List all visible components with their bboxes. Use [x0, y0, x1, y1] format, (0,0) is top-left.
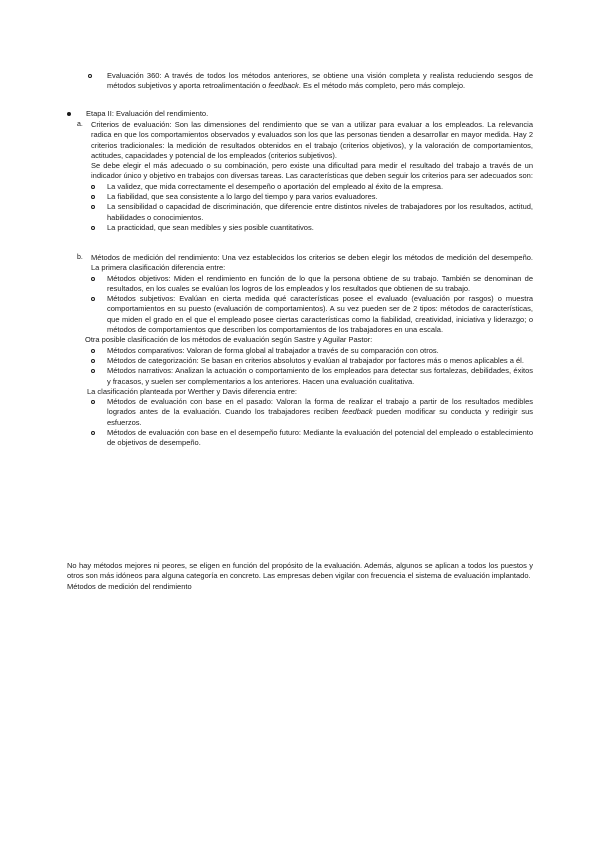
- metodo-narrativos: Métodos narrativos: Analizan la actuación o comportamiento de los empleados para detectar sus fortalezas, debilidades, éxitos y fracasos, y suelen ser complementarios a los anteriores. Hacen una evaluación cualitativa.: [107, 366, 533, 386]
- list-item: [91, 274, 533, 295]
- criterios-section: [77, 120, 533, 233]
- circle-bullet-icon: [91, 400, 95, 404]
- circle-bullet-icon: [91, 195, 95, 199]
- metodos-list-2: [91, 346, 533, 387]
- section-heading: Métodos de medición del rendimiento: [67, 581, 192, 591]
- metodos-paragraph-3: La clasificación planteada por Werther y Davis diferencia entre:: [87, 386, 297, 396]
- criterio-sensibilidad: La sensibilidad o capacidad de discriminación, que diferencie entre distintos niveles de trabajadores por los resultados, actitud, habilidades o conocimientos.: [107, 202, 533, 222]
- circle-bullet-icon: [91, 349, 95, 353]
- list-item: [91, 223, 533, 233]
- list-item: [91, 356, 533, 366]
- metodos-list-3: [91, 397, 533, 448]
- metodos-section: [77, 253, 533, 449]
- list-marker-b: b.: [77, 254, 83, 261]
- list-item: [91, 346, 533, 356]
- circle-bullet-icon: [88, 74, 92, 78]
- metodo-futuro: Métodos de evaluación con base en el desempeño futuro: Mediante la evaluación del potencial del empleado o establecimiento de objetivos de desempeño.: [107, 428, 533, 448]
- criterios-list: [91, 182, 533, 233]
- circle-bullet-icon: [91, 226, 95, 230]
- circle-bullet-icon: [91, 359, 95, 363]
- eval360-text: A través de todos los métodos anteriores, se obtiene una visión completa y realista reduciendo sesgos de métodos subjetivos y aporta retroalimentación o: [107, 71, 534, 91]
- metodo-categorizacion: Métodos de categorización: Se basan en criterios absolutos y evalúan al trabajador por factores más o menos aplicables a él.: [107, 355, 524, 365]
- list-item: [91, 428, 533, 449]
- eval360-paragraph: [107, 71, 533, 92]
- list-item: [91, 202, 533, 223]
- feedback-term: feedback: [342, 407, 373, 417]
- circle-bullet-icon: [91, 205, 95, 209]
- stage2-heading: Etapa II: Evaluación del rendimiento.: [86, 109, 209, 118]
- criterios-paragraph-1: Criterios de evaluación: Son las dimensiones del rendimiento que se van a utilizar para evaluar a los empleados. La relevancia radica en que los comportamientos observados y evaluados son los que las personas tienden a desarrollar en mayor medida. Hay 2 criterios tradicionales: la medición de resultados obtenidos en el trabajo (criterios objetivos), y la valoración de comportamientos, actitudes, capacidades y potencial de los empleados (criterios subjetivos).: [91, 120, 533, 160]
- closing-section: [67, 561, 533, 592]
- circle-bullet-icon: [91, 369, 95, 373]
- closing-paragraph: No hay métodos mejores ni peores, se eligen en función del propósito de la evaluación. Además, algunos se aplican a todos los puestos y otros son más idóneos para alguna categoría en concreto. Las empresas deben vigilar con frecuencia el sistema de evaluación implantado.: [67, 561, 533, 581]
- circle-bullet-icon: [91, 431, 95, 435]
- list-item: [91, 294, 533, 335]
- feedback-term: feedback: [268, 81, 299, 91]
- list-item: [91, 182, 533, 192]
- eval360-text-end: . Es el método más completo, pero más complejo.: [298, 81, 466, 91]
- bullet-dot-icon: [67, 112, 71, 116]
- metodos-paragraph-1: Métodos de medición del rendimiento: Una vez establecidos los criterios se deben elegir los métodos de medición del desempeño. La primera clasificación diferencia entre:: [91, 253, 533, 273]
- eval360-item: [88, 71, 533, 92]
- eval360-label: Evaluación 360:: [107, 71, 162, 80]
- metodo-objetivos: Métodos objetivos: Miden el rendimiento en función de lo que la persona obtiene de su trabajo. También se denominan de resultados, en los cuales se evalúan los logros de los empleados y los resultados que obtienen de su trabajo.: [107, 273, 533, 293]
- criterio-practicidad: La practicidad, que sean medibles y sies posible cuantitativos.: [107, 222, 314, 232]
- criterio-fiabilidad: La fiabilidad, que sea consistente a lo largo del tiempo y para varios evaluadores.: [107, 192, 378, 202]
- metodos-paragraph-2: Otra posible clasificación de los métodos de evaluación según Sastre y Aguilar Pastor:: [85, 335, 373, 345]
- list-item: [91, 397, 533, 428]
- criterios-paragraph-2: Se debe elegir el más adecuado o su combinación, pero existe una dificultad para medir el resultado del trabajo a través de un indicador único y objetivo en trabajos con diversas tareas. Las características que deben seguir los criterios para ser adecuados son:: [91, 161, 533, 181]
- list-item: [91, 366, 533, 387]
- circle-bullet-icon: [91, 277, 95, 281]
- criterio-validez: La validez, que mida correctamente el desempeño o aportación del empleado al éxito de la empresa.: [107, 181, 444, 191]
- circle-bullet-icon: [91, 297, 95, 301]
- circle-bullet-icon: [91, 185, 95, 189]
- metodos-list-1: [91, 274, 533, 336]
- metodo-comparativos: Métodos comparativos: Valoran de forma global al trabajador a través de su comparación con otros.: [107, 345, 439, 355]
- metodo-subjetivos: Métodos subjetivos: Evalúan en cierta medida qué características posee el evaluado (evaluación por rasgos) o muestra comportamientos en su puesto (evaluación de comportamientos). A su vez pueden ser de 2 tipos: métodos de características, que miden el grado en el que el empleado posee ciertas características como la fiabilidad, creatividad, iniciativa y liderazgo; o métodos de comportamientos que describen los comportamientos de los trabajadores en una escala.: [107, 294, 533, 335]
- list-item: [91, 192, 533, 202]
- list-marker-a: a.: [77, 121, 83, 128]
- metodo-pasado: Métodos de evaluación con base en el pasado: Valoran la forma de realizar el trabajo a partir de los resultados medibles logrados antes de la evaluación. Cuando los trabajadores reciben feedback pueden modificar su conducta y redirigir sus esfuerzos.: [107, 397, 533, 427]
- stage2-item: [67, 109, 537, 119]
